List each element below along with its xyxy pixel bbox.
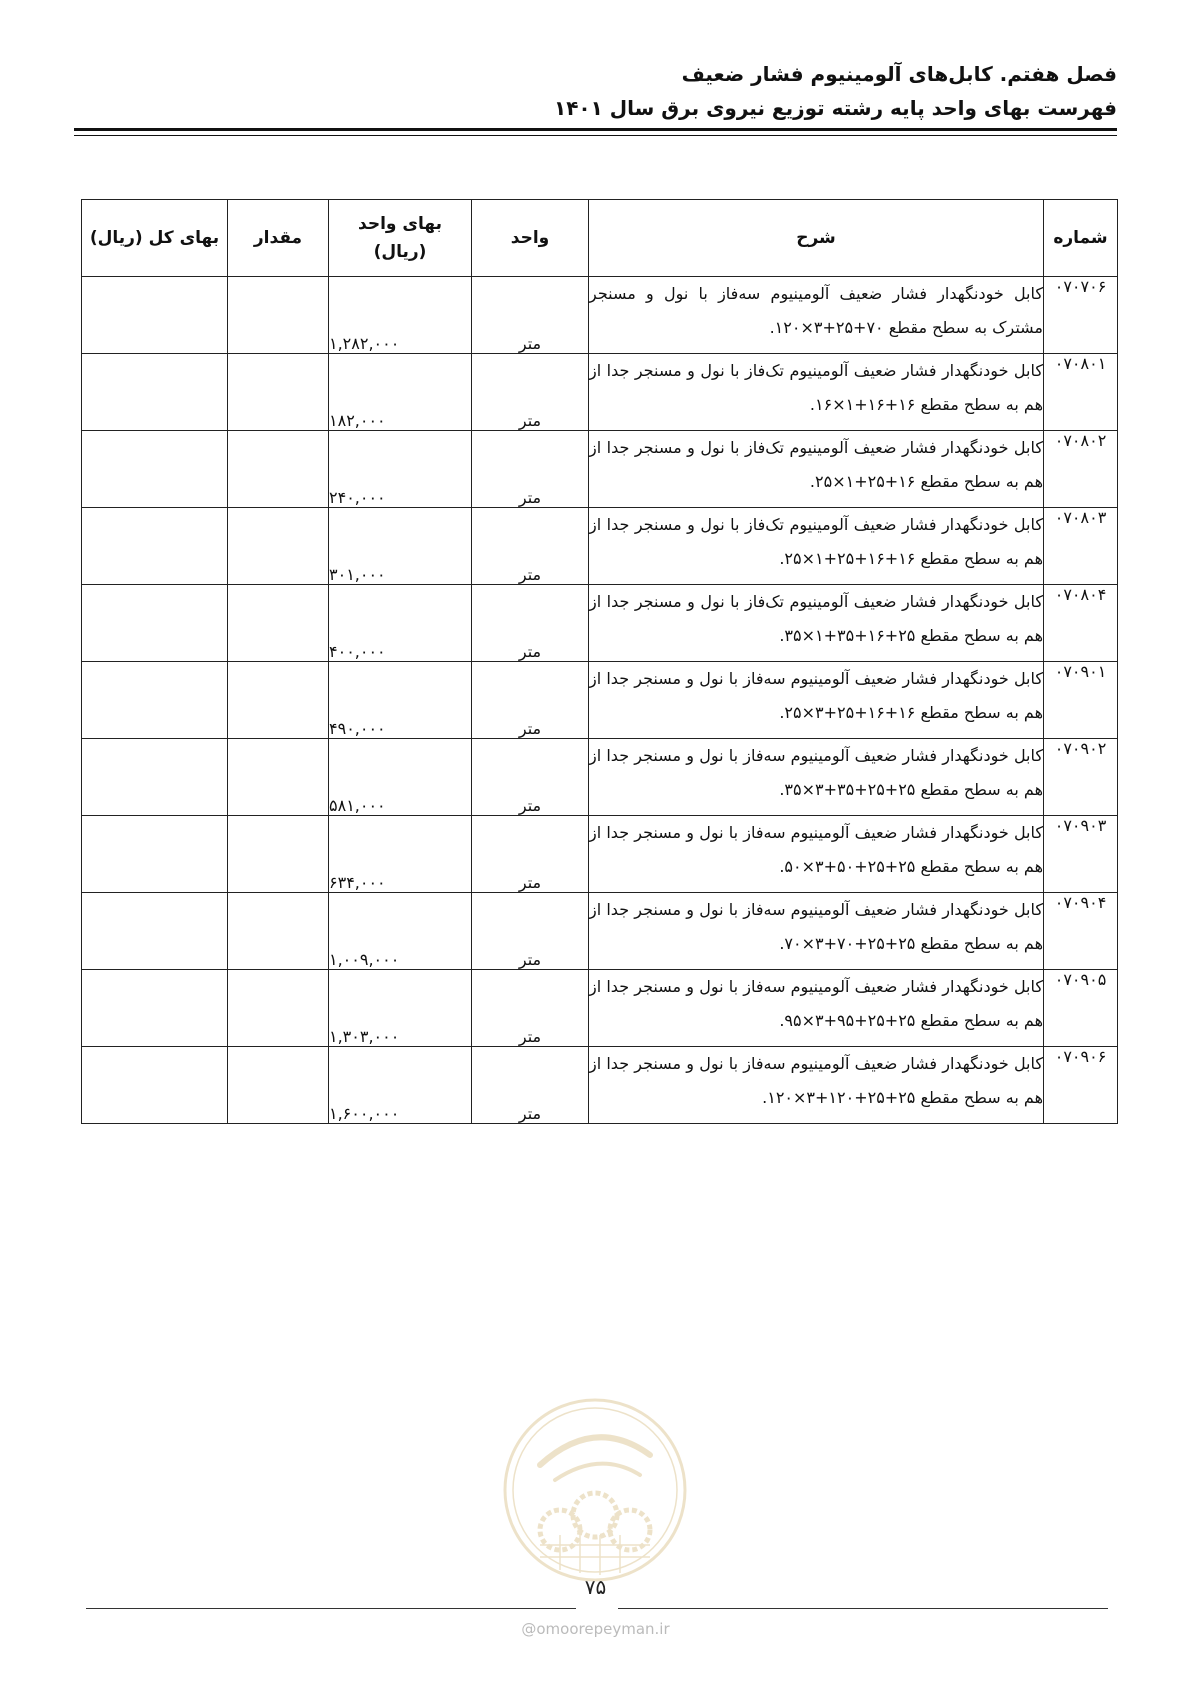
item-unit: متر	[472, 354, 589, 431]
table-row	[82, 662, 1118, 739]
footer-rule-right	[618, 1608, 1108, 1609]
item-description: کابل خودنگهدار فشار ضعیف آلومینیوم تک‌فاز با نول و مسنجر جدا از هم به سطح مقطع ۱۶+۱۶+۱×۱۶.	[589, 354, 1044, 431]
item-quantity	[228, 1047, 329, 1124]
item-unit-price: ۴۹۰,۰۰۰	[329, 662, 472, 739]
item-description: کابل خودنگهدار فشار ضعیف آلومینیوم تک‌فاز با نول و مسنجر جدا از هم به سطح مقطع ۱۶+۲۵+۱×۲۵.	[589, 431, 1044, 508]
item-unit-price: ۴۰۰,۰۰۰	[329, 585, 472, 662]
item-quantity	[228, 354, 329, 431]
header-quantity: مقدار	[228, 200, 329, 277]
item-description: کابل خودنگهدار فشار ضعیف آلومینیوم سه‌فاز با نول و مسنجر جدا از هم به سطح مقطع ۲۵+۲۵+۵۰+۳×۵۰.	[589, 816, 1044, 893]
item-number: ۰۷۰۷۰۶	[1044, 277, 1118, 354]
table-row	[82, 431, 1118, 508]
item-unit: متر	[472, 431, 589, 508]
header-unit-price-currency: (ریال)	[373, 242, 427, 262]
item-description: کابل خودنگهدار فشار ضعیف آلومینیوم تک‌فاز با نول و مسنجر جدا از هم به سطح مقطع ۱۶+۱۶+۲۵+۱×۲۵.	[589, 508, 1044, 585]
item-unit: متر	[472, 508, 589, 585]
document-subtitle: فهرست بهای واحد پایه رشته توزیع نیروی برق سال ۱۴۰۱	[554, 96, 1117, 120]
item-number: ۰۷۰۹۰۶	[1044, 1047, 1118, 1124]
item-unit-price: ۱,۳۰۳,۰۰۰	[329, 970, 472, 1047]
table-row	[82, 277, 1118, 354]
item-unit: متر	[472, 739, 589, 816]
item-description: کابل خودنگهدار فشار ضعیف آلومینیوم سه‌فاز با نول و مسنجر جدا از هم به سطح مقطع ۲۵+۲۵+۱۲۰+۳×۱۲۰.	[589, 1047, 1044, 1124]
item-number: ۰۷۰۸۰۴	[1044, 585, 1118, 662]
header-unit: واحد	[472, 200, 589, 277]
item-unit-price: ۱,۶۰۰,۰۰۰	[329, 1047, 472, 1124]
item-description: کابل خودنگهدار فشار ضعیف آلومینیوم تک‌فاز با نول و مسنجر جدا از هم به سطح مقطع ۲۵+۱۶+۳۵+۱×۳۵.	[589, 585, 1044, 662]
table-row	[82, 970, 1118, 1047]
item-unit-price: ۵۸۱,۰۰۰	[329, 739, 472, 816]
item-unit: متر	[472, 1047, 589, 1124]
item-total-price	[82, 1047, 228, 1124]
item-number: ۰۷۰۸۰۳	[1044, 508, 1118, 585]
table-row	[82, 739, 1118, 816]
item-number: ۰۷۰۹۰۱	[1044, 662, 1118, 739]
item-description: کابل خودنگهدار فشار ضعیف آلومینیوم سه‌فاز با نول و مسنجر جدا از هم به سطح مقطع ۲۵+۲۵+۳۵+۳×۳۵.	[589, 739, 1044, 816]
header-total-price: بهای کل (ریال)	[82, 200, 228, 277]
header-unit-price-label: بهای واحد	[358, 214, 442, 234]
item-quantity	[228, 893, 329, 970]
item-unit: متر	[472, 662, 589, 739]
item-quantity	[228, 739, 329, 816]
item-total-price	[82, 739, 228, 816]
item-total-price	[82, 893, 228, 970]
footer-rule-left	[86, 1608, 576, 1609]
header-description: شرح	[589, 200, 1044, 277]
item-unit-price: ۳۰۱,۰۰۰	[329, 508, 472, 585]
item-number: ۰۷۰۹۰۵	[1044, 970, 1118, 1047]
item-unit-price: ۲۴۰,۰۰۰	[329, 431, 472, 508]
table-row	[82, 354, 1118, 431]
page-header	[67, 58, 1117, 124]
item-description: کابل خودنگهدار فشار ضعیف آلومینیوم سه‌فاز با نول و مسنجر جدا از هم به سطح مقطع ۲۵+۲۵+۹۵+۳×۹۵.	[589, 970, 1044, 1047]
item-total-price	[82, 508, 228, 585]
header-rule-thick	[74, 128, 1117, 131]
item-description: کابل خودنگهدار فشار ضعیف آلومینیوم سه‌فاز با نول و مسنجر جدا از هم به سطح مقطع ۱۶+۱۶+۲۵+۳×۲۵.	[589, 662, 1044, 739]
header-rule-thin	[74, 135, 1117, 136]
item-number: ۰۷۰۸۰۱	[1044, 354, 1118, 431]
table-row	[82, 816, 1118, 893]
item-description: کابل خودنگهدار فشار ضعیف آلومینیوم سه‌فاز با نول و مسنجر جدا از هم به سطح مقطع ۲۵+۲۵+۷۰+۳×۷۰.	[589, 893, 1044, 970]
item-total-price	[82, 662, 228, 739]
table-header-row	[82, 200, 1118, 277]
item-number: ۰۷۰۸۰۲	[1044, 431, 1118, 508]
item-quantity	[228, 431, 329, 508]
item-unit: متر	[472, 970, 589, 1047]
item-unit: متر	[472, 585, 589, 662]
price-table	[81, 199, 1118, 1124]
header-number: شماره	[1044, 200, 1118, 277]
page-number: ۷۵	[584, 1575, 607, 1599]
website-watermark: @omoorepeyman.ir	[521, 1620, 670, 1638]
omoorepeyman-logo-watermark	[500, 1395, 690, 1585]
item-unit-price: ۱,۰۰۹,۰۰۰	[329, 893, 472, 970]
item-quantity	[228, 816, 329, 893]
item-total-price	[82, 970, 228, 1047]
item-unit: متر	[472, 893, 589, 970]
table-row	[82, 508, 1118, 585]
item-unit: متر	[472, 816, 589, 893]
item-quantity	[228, 585, 329, 662]
chapter-title: فصل هفتم. کابل‌های آلومینیوم فشار ضعیف	[681, 62, 1117, 86]
item-unit-price: ۶۳۴,۰۰۰	[329, 816, 472, 893]
item-total-price	[82, 354, 228, 431]
item-total-price	[82, 277, 228, 354]
header-unit-price	[329, 200, 472, 277]
item-number: ۰۷۰۹۰۲	[1044, 739, 1118, 816]
item-quantity	[228, 508, 329, 585]
item-quantity	[228, 662, 329, 739]
item-number: ۰۷۰۹۰۳	[1044, 816, 1118, 893]
item-number: ۰۷۰۹۰۴	[1044, 893, 1118, 970]
table-row	[82, 1047, 1118, 1124]
table-row	[82, 893, 1118, 970]
item-total-price	[82, 585, 228, 662]
table-row	[82, 585, 1118, 662]
item-quantity	[228, 970, 329, 1047]
item-unit-price: ۱,۲۸۲,۰۰۰	[329, 277, 472, 354]
item-unit-price: ۱۸۲,۰۰۰	[329, 354, 472, 431]
item-total-price	[82, 431, 228, 508]
item-total-price	[82, 816, 228, 893]
item-quantity	[228, 277, 329, 354]
item-description: کابل خودنگهدار فشار ضعیف آلومینیوم سه‌فاز با نول و مسنجر مشترک به سطح مقطع ۷۰+۲۵+۳×۱۲۰.	[589, 277, 1044, 354]
item-unit: متر	[472, 277, 589, 354]
